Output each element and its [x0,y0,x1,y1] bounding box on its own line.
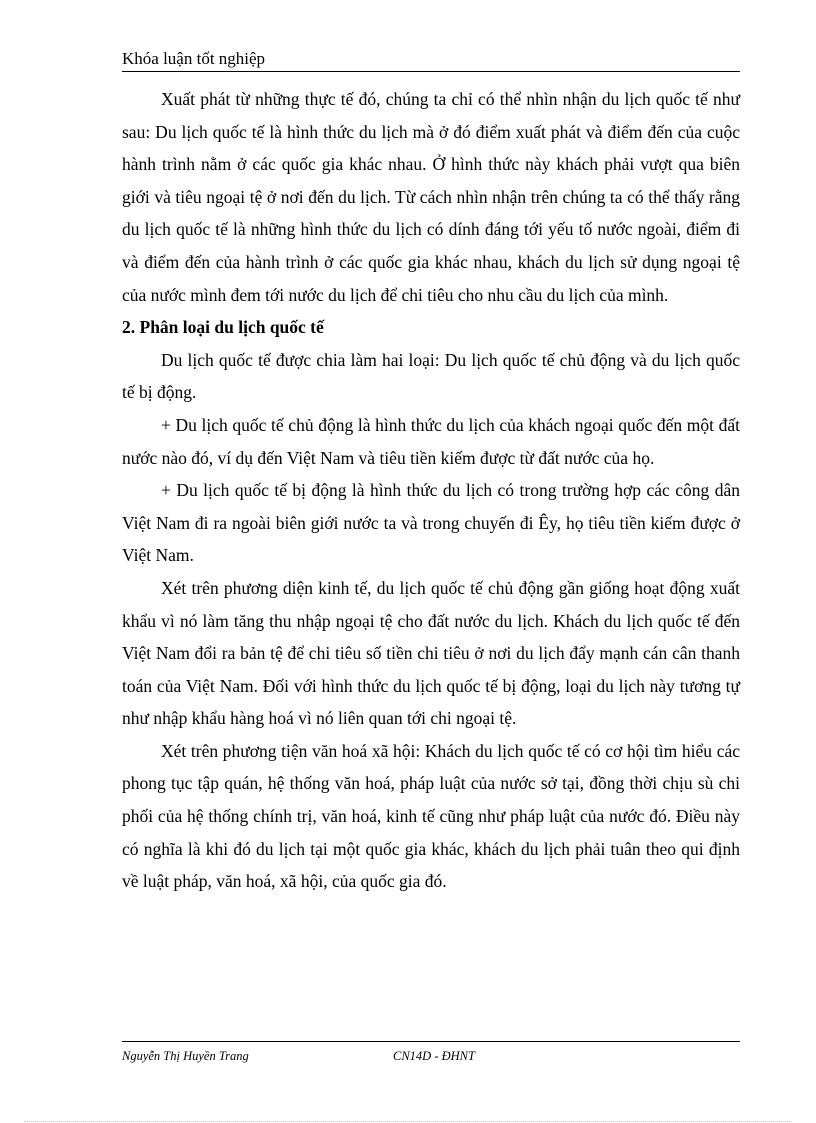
paragraph-economic-aspect: Xét trên phương diện kinh tế, du lịch quốc tế chủ động gần giống hoạt động xuất khẩu vì nó làm tăng thu nhập ngoại tệ cho đất nước du lịch. Khách du lịch quốc tế đến Việt Nam đổi ra bản tệ để chi tiêu số tiền chi tiêu ở nơi du lịch đẩy mạnh cán cân thanh toán của Việt Nam. Đối với hình thức du lịch quốc tế bị động, loại du lịch này tương tự như nhập khẩu hàng hoá vì nó liên quan tới chi ngoại tệ. [122,577,740,729]
footer-class-code: CN14D - ĐHNT [393,1049,475,1063]
paragraph-cultural-aspect: Xét trên phương tiện văn hoá xã hội: Khách du lịch quốc tế có cơ hội tìm hiểu các phong tục tập quán, hệ thống văn hoá, pháp luật của nước sở tại, đồng thời chịu sù chi phối của hệ thống chính trị, văn hoá, kinh tế cũng như pháp luật của nước đó. Điều này có nghĩa là khi đó du lịch tại một quốc gia khác, khách du lịch phải tuân theo qui định về luật pháp, văn hoá, xã hội, của quốc gia đó. [122,740,740,892]
page-boundary [24,1121,792,1122]
paragraph-active-tourism: + Du lịch quốc tế chủ động là hình thức du lịch của khách ngoại quốc đến một đất nước nào đó, ví dụ đến Việt Nam và tiêu tiền kiếm được từ đất nước của họ. [122,414,740,468]
footer-divider [122,1041,740,1042]
paragraph-intro: Xuất phát từ những thực tế đó, chúng ta chỉ có thể nhìn nhận du lịch quốc tế như sau: Du lịch quốc tế là hình thức du lịch mà ở đó điểm xuất phát và điểm đến của cuộc hành trình nằm ở các quốc gia khác nhau. Ở hình thức này khách phải vượt qua biên giới và tiêu ngoại tệ ở nơi đến du lịch. Từ cách nhìn nhận trên chúng ta có thể thấy rằng du lịch quốc tế là những hình thức du lịch có dính đáng tới yếu tố nước ngoài, điểm đi và điểm đến của hành trình ở các quốc gia khác nhau, khách du lịch sử dụng ngoại tệ của nước mình đem tới nước du lịch để chi tiêu cho nhu cầu du lịch của mình. [122,89,740,305]
footer-author: Nguyễn Thị Huyền Trang [122,1049,249,1063]
page-header-title: Khóa luận tốt nghiệp [122,49,266,68]
document-body [122,83,740,898]
header-divider [122,71,740,72]
paragraph-classification: Du lịch quốc tế được chia làm hai loại: Du lịch quốc tế chủ động và du lịch quốc tế bị động. [122,349,740,403]
paragraph-passive-tourism: + Du lịch quốc tế bị động là hình thức du lịch có trong trường hợp các công dân Việt Nam đi ra ngoài biên giới nước ta và trong chuyến đi Êy, họ tiêu tiền kiếm được ở Việt Nam. [122,480,740,566]
section-heading: 2. Phân loại du lịch quốc tế [122,317,324,338]
